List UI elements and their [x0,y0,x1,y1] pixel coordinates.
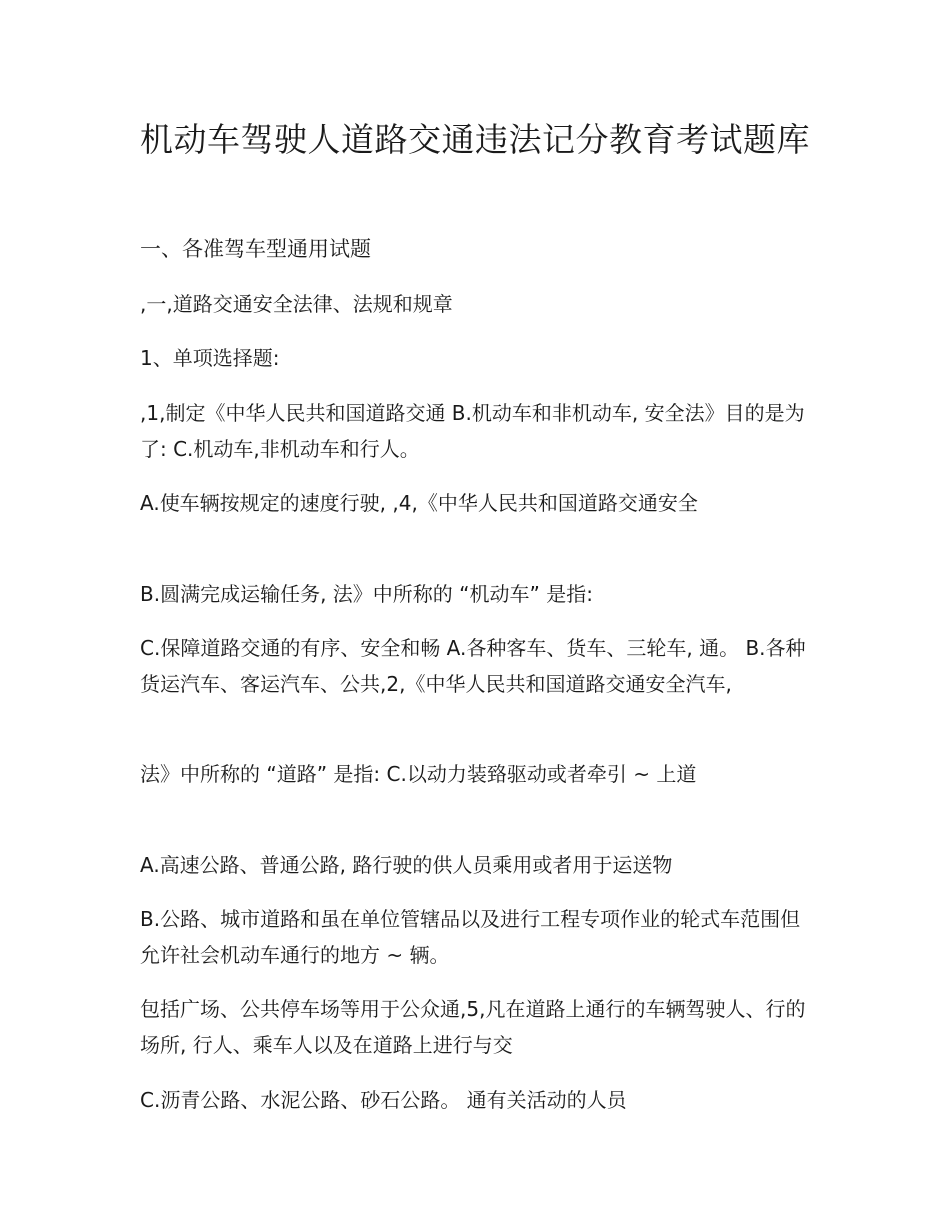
section-heading: 一、各准驾车型通用试题 [140,237,371,261]
subsection-heading: ,一,道路交通安全法律、法规和规章 [140,292,453,316]
paragraph: 法》中所称的 “道路” 是指: C.以动力装臵驱动或者牵引 ~ 上道 [140,762,697,786]
paragraph: A.使车辆按规定的速度行驶, ,4,《中华人民共和国道路交通安全 [140,491,698,515]
paragraph: C.沥青公路、水泥公路、砂石公路。 通有关活动的人员 [140,1088,627,1112]
paragraph: B.圆满完成运输任务, 法》中所称的 “机动车” 是指: [140,582,593,606]
paragraph: ,1,制定《中华人民共和国道路交通 B.机动车和非机动车, 安全法》目的是为了: C.机动车,非机动车和行人。 [140,401,805,461]
document-title: 机动车驾驶人道路交通违法记分教育考试题库 [140,120,810,159]
question-type-label: 1、单项选择题: [140,346,280,370]
paragraph: B.公路、城市道路和虽在单位管辖品以及进行工程专项作业的轮式车范围但允许社会机动车通行的地方 ~ 辆。 [140,907,801,967]
paragraph: C.保障道路交通的有序、安全和畅 A.各种客车、货车、三轮车, 通。 B.各种货运汽车、客运汽车、公共,2,《中华人民共和国道路交通安全汽车, [140,636,806,696]
paragraph: A.高速公路、普通公路, 路行驶的供人员乘用或者用于运送物 [140,853,673,877]
paragraph: 包括广场、公共停车场等用于公众通,5,凡在道路上通行的车辆驾驶人、行的场所, 行人、乘车人以及在道路上进行与交 [140,997,806,1057]
